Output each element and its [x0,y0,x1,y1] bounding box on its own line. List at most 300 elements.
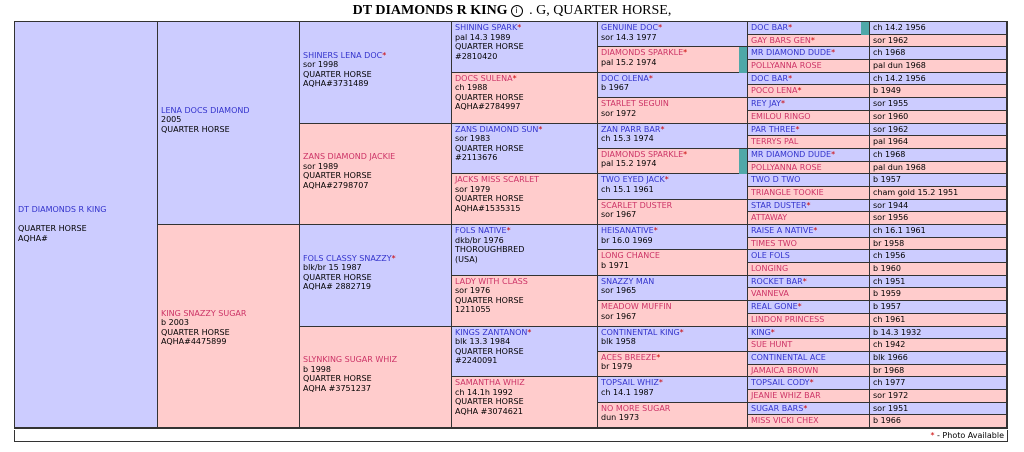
photo-star-icon[interactable]: * [683,48,688,58]
horse-detail: sor 1983 [455,134,491,143]
horse-name-link[interactable] [601,74,744,84]
photo-legend-text: - Photo Available [934,431,1004,440]
gen5-name-cell [748,377,870,390]
photo-star-icon[interactable]: * [683,149,688,159]
horse-name-text[interactable]: GENUINE DOC [601,23,659,32]
horse-name-link[interactable] [751,289,789,298]
horse-name-link[interactable] [751,391,821,400]
horse-detail: AQHA #3751237 [303,383,371,393]
horse-name-link[interactable] [303,254,448,264]
horse-name-text[interactable]: RAISE A NATIVE [751,226,814,235]
photo-star-icon[interactable]: * [679,327,684,337]
horse-detail: ch 1956 [873,251,906,261]
horse-name-text[interactable]: MISS VICKI CHEX [751,416,819,426]
horse-name-link[interactable] [601,302,744,312]
photo-star-icon[interactable]: * [781,99,785,109]
horse-name-text[interactable]: SLYNKING SUGAR WHIZ [303,355,398,365]
horse-name-text[interactable]: TRIANGLE TOOKIE [751,187,824,197]
horse-name-link[interactable] [751,328,775,337]
horse-detail: QUARTER HORSE [455,92,524,102]
gen5-name-cell [748,98,870,111]
horse-name-link[interactable] [751,175,800,184]
horse-name-link[interactable] [751,378,814,387]
horse-detail: QUARTER HORSE [455,143,524,153]
horse-name-link[interactable] [303,152,448,162]
gen5-name-cell [748,288,870,301]
gen5-info-cell [870,149,1007,162]
horse-detail: THOROUGHBRED [455,245,525,254]
photo-star-icon[interactable]: * [512,73,517,83]
photo-star-icon[interactable]: * [517,23,522,32]
gen4-cell [598,377,748,402]
horse-name-link[interactable] [751,353,826,362]
horse-name-text[interactable]: CONTINENTAL KING [601,327,680,337]
gen5-name-cell [748,352,870,365]
gen5-name-cell [748,301,870,314]
photo-star-icon[interactable]: * [538,124,543,134]
horse-name-text[interactable]: DIAMONDS SPARKLE [601,149,684,159]
gen5-info-cell [870,85,1007,98]
horse-detail: ch 1968 [873,48,906,58]
horse-name-link[interactable] [751,239,797,248]
photo-star-icon[interactable]: * [813,226,818,235]
horse-name-link[interactable] [751,74,792,83]
horse-name-text[interactable]: KING SNAZZY SUGAR [161,308,247,318]
horse-name-link[interactable] [751,36,815,45]
horse-name-text[interactable]: FOLS CLASSY SNAZZY [303,253,392,263]
horse-detail: ch 1977 [873,378,906,388]
horse-name-link[interactable] [601,404,744,414]
horse-detail: blk 13.3 1984 [455,337,511,346]
horse-detail: sor 1998 [303,60,339,70]
gen5-info-cell [870,187,1007,200]
gen5-name-cell [748,314,870,327]
horse-name-text[interactable]: DIAMONDS SPARKLE [601,48,684,58]
horse-detail: pal 15.2 1974 [601,57,657,67]
horse-name-link[interactable] [751,23,792,32]
horse-name-link[interactable] [601,378,744,388]
horse-detail: QUARTER HORSE [303,272,372,282]
gen5-info-cell [870,390,1007,403]
horse-name-link[interactable] [601,201,744,211]
horse-name-link[interactable] [751,61,822,70]
horse-name-link[interactable] [455,125,594,135]
horse-name-text[interactable]: ZANS DIAMOND JACKIE [303,152,396,162]
horse-name-link[interactable] [601,150,744,160]
horse-detail: sor 1972 [873,390,909,400]
horse-name-text[interactable]: STARLET SEGUIN [601,99,669,109]
gen4-cell [598,276,748,301]
horse-name-link[interactable] [455,226,594,236]
horse-name-text[interactable]: SAMANTHA WHIZ [455,378,525,388]
horse-name-text[interactable]: MEADOW MUFFIN [601,302,672,312]
horse-name-text[interactable]: VANNEVA [751,289,789,299]
title-horse-name[interactable]: DT DIAMONDS R KING [352,3,508,18]
horse-name-text[interactable]: ATTAWAY [751,213,788,223]
gen5-name-cell [748,85,870,98]
horse-detail: QUARTER HORSE [455,346,524,356]
grand-cell [300,124,452,226]
horse-name-link[interactable] [455,74,594,84]
great-cell [452,377,598,428]
horse-detail: sor 1962 [873,124,909,134]
horse-detail: AQHA#3731489 [303,79,369,89]
gen4-cell [598,47,748,72]
horse-name-text[interactable]: TERRYS PAL [751,137,799,147]
photo-star-icon[interactable]: * [810,35,815,45]
horse-name-text[interactable]: ZAN PARR BAR [601,124,661,134]
horse-name-text[interactable]: SUE HUNT [751,340,793,350]
horse-name-link[interactable] [751,125,799,134]
horse-name-text[interactable]: DOC OLENA [601,73,649,83]
gen5-name-cell [748,415,870,428]
horse-detail: ch 14.2 1956 [873,23,926,32]
page-title [0,2,1024,20]
horse-name-link[interactable] [751,86,802,95]
horse-name-link[interactable] [601,175,744,185]
horse-detail: b 2003 [161,318,189,327]
horse-name-link[interactable] [751,201,811,210]
horse-detail: br 1968 [873,365,905,375]
horse-name-text[interactable]: OLE FOLS [751,251,790,261]
horse-detail: br 1958 [873,238,905,248]
photo-star-icon[interactable]: * [660,124,665,134]
horse-name-text[interactable]: TIMES TWO [751,238,797,248]
horse-name-link[interactable] [751,226,817,235]
photo-star-icon[interactable]: * [795,124,800,134]
info-icon[interactable]: i [511,5,523,17]
horse-name-text[interactable]: NO MORE SUGAR [601,403,671,413]
photo-star-icon[interactable]: * [382,50,387,60]
photo-star-icon[interactable]: * [788,23,793,32]
gen5-info-cell [870,174,1007,187]
horse-detail: b 1957 [873,302,901,312]
gen5-name-cell [748,124,870,137]
horse-name-link[interactable] [751,340,792,349]
horse-name-text[interactable]: LADY WITH CLASS [455,276,528,286]
horse-detail: dun 1973 [601,413,640,423]
photo-star-icon[interactable]: * [653,226,658,235]
horse-detail: sor 1972 [601,108,637,118]
horse-detail: sor 1976 [455,286,491,296]
horse-detail: sor 1979 [455,184,491,194]
horse-name-text[interactable]: TOPSAIL WHIZ [601,378,659,388]
photo-star-icon[interactable]: * [806,200,811,210]
gen5-name-cell [748,327,870,340]
photo-star-icon[interactable]: * [809,378,814,388]
photo-star-icon[interactable]: * [788,73,793,83]
horse-detail: b 1957 [873,175,901,185]
horse-detail: ch 16.1 1961 [873,226,926,235]
photo-star-icon[interactable]: * [658,23,663,32]
gen4-cell [598,352,748,377]
horse-detail: AQHA #3074621 [455,406,523,416]
horse-name-link[interactable] [303,51,448,61]
horse-name-text[interactable]: TWO EYED JACK [601,175,665,185]
horse-detail: sor 1956 [873,213,909,223]
horse-name-link[interactable] [751,315,824,324]
horse-name-text[interactable]: SCARLET DUSTER [601,200,673,210]
great-cell [452,174,598,225]
horse-detail: ch 1951 [873,276,906,286]
horse-name-link[interactable] [455,277,594,287]
gen5-info-cell [870,136,1007,149]
horse-detail: ch 1961 [873,314,906,324]
horse-name-link[interactable] [751,251,790,260]
horse-detail: #2240091 [455,356,498,365]
horse-detail: sor 1944 [873,200,909,210]
photo-star-icon[interactable]: * [831,149,836,159]
horse-name-link[interactable] [601,328,744,338]
horse-name-text[interactable]: SUGAR BARS [751,403,804,413]
photo-star-icon[interactable]: * [664,175,669,185]
gen5-info-cell [870,22,1007,35]
horse-name-text[interactable]: MR DIAMOND DUDE [751,149,832,159]
horse-name-text[interactable]: DOC BAR [751,23,789,32]
gen4-cell [598,98,748,123]
horse-name-text[interactable]: SNAZZY MAN [601,276,655,286]
horse-name-text[interactable]: REAL GONE [751,302,798,312]
photo-star-icon[interactable]: * [797,86,802,96]
horse-name-link[interactable] [455,23,594,33]
photo-star-icon[interactable]: * [506,226,511,235]
horse-name-text[interactable]: SHINING SPARK [455,23,518,32]
horse-name-text[interactable]: TOPSAIL CODY [751,378,810,388]
photo-star-icon[interactable]: * [656,352,661,362]
gen5-name-cell [748,60,870,73]
horse-detail: sor 14.3 1977 [601,32,657,42]
horse-detail: b 1967 [601,83,629,93]
horse-name-link[interactable] [751,302,802,311]
horse-name-link[interactable] [751,264,788,273]
horse-detail: cham gold 15.2 1951 [873,187,959,197]
horse-name-text[interactable]: DT DIAMONDS R KING [18,205,107,214]
horse-detail: sor 1951 [873,403,909,413]
horse-detail: sor 1967 [601,210,637,220]
gen5-name-cell [748,390,870,403]
horse-detail: QUARTER HORSE [161,124,230,134]
horse-name-link[interactable] [601,48,744,58]
horse-name-link[interactable] [751,137,798,146]
gen4-cell [598,124,748,149]
horse-detail: AQHA#4475899 [161,337,227,346]
gen5-name-cell [748,263,870,276]
photo-star-icon[interactable]: * [797,302,802,312]
horse-name-link[interactable] [161,106,296,116]
horse-name-text[interactable]: POLLYANNA ROSE [751,61,822,71]
gen5-info-cell [870,225,1007,238]
horse-name-text[interactable]: GAY BARS GEN [751,35,811,45]
horse-name-text[interactable]: LONG CHANCE [601,251,660,261]
horse-detail: 2005 [161,115,182,124]
gen5-name-cell [748,187,870,200]
horse-detail: br 1979 [601,362,633,372]
gen5-name-cell [748,162,870,175]
gen5-info-cell [870,98,1007,111]
grand-cell [300,225,452,327]
gen5-info-cell [870,352,1007,365]
horse-name-text[interactable]: POCO LENA [751,86,798,96]
horse-detail: QUARTER HORSE [455,194,524,204]
horse-name-text[interactable]: PAR THREE [751,124,796,134]
horse-detail: ch 1968 [873,149,906,159]
gen5-info-cell [870,47,1007,60]
horse-detail: b 1971 [601,260,629,270]
photo-star-icon[interactable]: * [770,327,775,337]
gen5-info-cell [870,111,1007,124]
horse-name-link[interactable] [751,48,835,57]
subject-cell [15,22,158,428]
horse-name-link[interactable] [455,175,594,185]
horse-detail: QUARTER HORSE [303,374,372,384]
horse-name-text[interactable]: TWO D TWO [751,175,801,185]
horse-name-link[interactable] [751,150,835,159]
horse-name-link[interactable] [601,125,744,135]
horse-name-text[interactable]: STAR DUSTER [751,200,807,210]
horse-name-link[interactable] [303,355,448,365]
horse-detail: #2113676 [455,153,498,162]
gen5-info-cell [870,301,1007,314]
great-cell [452,124,598,175]
horse-detail: ch 1942 [873,340,906,350]
gen4-cell [598,403,748,428]
gen5-name-cell [748,73,870,86]
horse-detail: pal dun 1968 [873,162,926,172]
gen5-name-cell [748,174,870,187]
horse-detail: QUARTER HORSE [455,42,524,51]
horse-name-text[interactable]: ZANS DIAMOND SUN [455,124,539,134]
horse-name-text[interactable]: SHINERS LENA DOC [303,50,383,60]
horse-detail: blk 1958 [601,337,636,346]
horse-name-text[interactable]: ROCKET BAR [751,276,803,286]
grand-cell [300,327,452,429]
horse-detail: QUARTER HORSE [161,327,230,337]
gen5-name-cell [748,225,870,238]
horse-name-link[interactable] [601,99,744,109]
horse-detail: AQHA# 2882719 [303,282,371,292]
horse-name-link[interactable] [751,99,785,108]
horse-name-text[interactable]: CONTINENTAL ACE [751,352,826,362]
horse-name-text[interactable]: DOC BAR [751,73,789,83]
horse-name-text[interactable]: POLLYANNA ROSE [751,162,822,172]
horse-name-link[interactable] [751,277,807,286]
horse-name-text[interactable]: JAMAICA BROWN [751,365,819,375]
horse-detail: (USA) [455,254,478,264]
gen5-info-cell [870,60,1007,73]
horse-name-text[interactable]: MR DIAMOND DUDE [751,48,832,58]
horse-name-link[interactable] [601,226,744,236]
horse-detail: sor 1955 [873,99,909,109]
gen5-info-cell [870,238,1007,251]
horse-detail: #2810420 [455,51,498,61]
photo-star-icon: * [930,431,935,440]
horse-name-link[interactable] [601,277,744,287]
horse-detail: sor 1967 [601,311,637,321]
horse-name-text[interactable]: KING [751,327,771,337]
horse-detail: blk/br 15 1987 [303,263,362,273]
title-description: . G, QUARTER HORSE, [525,3,672,18]
horse-name-text[interactable]: LONGING [751,264,789,274]
horse-name-link[interactable] [751,112,811,121]
horse-detail: pal dun 1968 [873,61,926,71]
gen5-name-cell [748,238,870,251]
gen4-cell [598,73,748,98]
horse-detail: ch 14.2 1956 [873,73,926,83]
gen4-cell [598,149,748,174]
horse-name-text[interactable]: LINDON PRINCESS [751,314,825,324]
horse-name-link[interactable] [601,353,744,363]
horse-name-link[interactable] [751,366,818,375]
great-cell [452,73,598,124]
horse-name-link[interactable] [751,404,807,413]
horse-name-text[interactable]: JEANIE WHIZ BAR [751,390,821,400]
gen5-info-cell [870,403,1007,416]
gen5-info-cell [870,35,1007,48]
horse-detail: ch 15.3 1974 [601,134,654,143]
horse-name-text[interactable]: LENA DOCS DIAMOND [161,105,250,115]
photo-star-icon[interactable]: * [831,48,836,58]
gen5-info-cell [870,250,1007,263]
horse-name-link[interactable] [455,328,594,338]
gen4-cell [598,301,748,326]
horse-detail: AQHA#2798707 [303,180,369,190]
horse-detail: sor 1960 [873,111,909,121]
duplicate-marker [861,22,870,35]
horse-detail: QUARTER HORSE [455,397,524,407]
horse-name-text[interactable]: HEISANATIVE [601,226,654,235]
horse-name-link[interactable] [751,213,787,222]
horse-name-text[interactable]: DOCS SULENA [455,73,513,83]
horse-name-link[interactable] [751,416,819,425]
horse-detail: AQHA#1535315 [455,203,521,213]
gen5-info-cell [870,288,1007,301]
horse-detail: 1211055 [455,305,491,315]
photo-star-icon[interactable]: * [527,327,532,337]
horse-detail [18,215,154,225]
photo-star-icon[interactable]: * [802,276,807,286]
gen5-info-cell [870,377,1007,390]
horse-detail: ch 15.1 1961 [601,184,654,194]
horse-name-text[interactable]: JACKS MISS SCARLET [455,175,540,185]
horse-name-link[interactable] [455,378,594,388]
horse-name-text[interactable]: REY JAY [751,99,781,109]
photo-star-icon[interactable]: * [648,73,653,83]
horse-name-text[interactable]: ACES BREEZE [601,352,657,362]
photo-star-icon[interactable]: * [391,253,396,263]
horse-name-link[interactable] [601,23,744,33]
horse-name-link[interactable] [751,163,822,172]
gen5-info-cell [870,263,1007,276]
horse-name-link[interactable] [751,188,824,197]
horse-name-link[interactable] [601,251,744,261]
horse-detail: pal 14.3 1989 [455,32,511,42]
gen5-name-cell [748,47,870,60]
gen5-info-cell [870,200,1007,213]
photo-star-icon[interactable]: * [658,378,663,388]
horse-name-link[interactable] [161,309,296,319]
gen5-info-cell [870,415,1007,428]
horse-name-link[interactable] [18,205,154,215]
parents-cell [158,22,300,225]
horse-name-text[interactable]: FOLS NATIVE [455,226,507,235]
horse-name-text[interactable]: KINGS ZANTANON [455,327,528,337]
photo-star-icon[interactable]: * [803,403,808,413]
gen5-name-cell [748,22,870,35]
horse-name-text[interactable]: EMILOU RINGO [751,111,811,121]
horse-detail: AQHA#2784997 [455,102,521,112]
gen5-info-cell [870,276,1007,289]
great-cell [452,327,598,378]
